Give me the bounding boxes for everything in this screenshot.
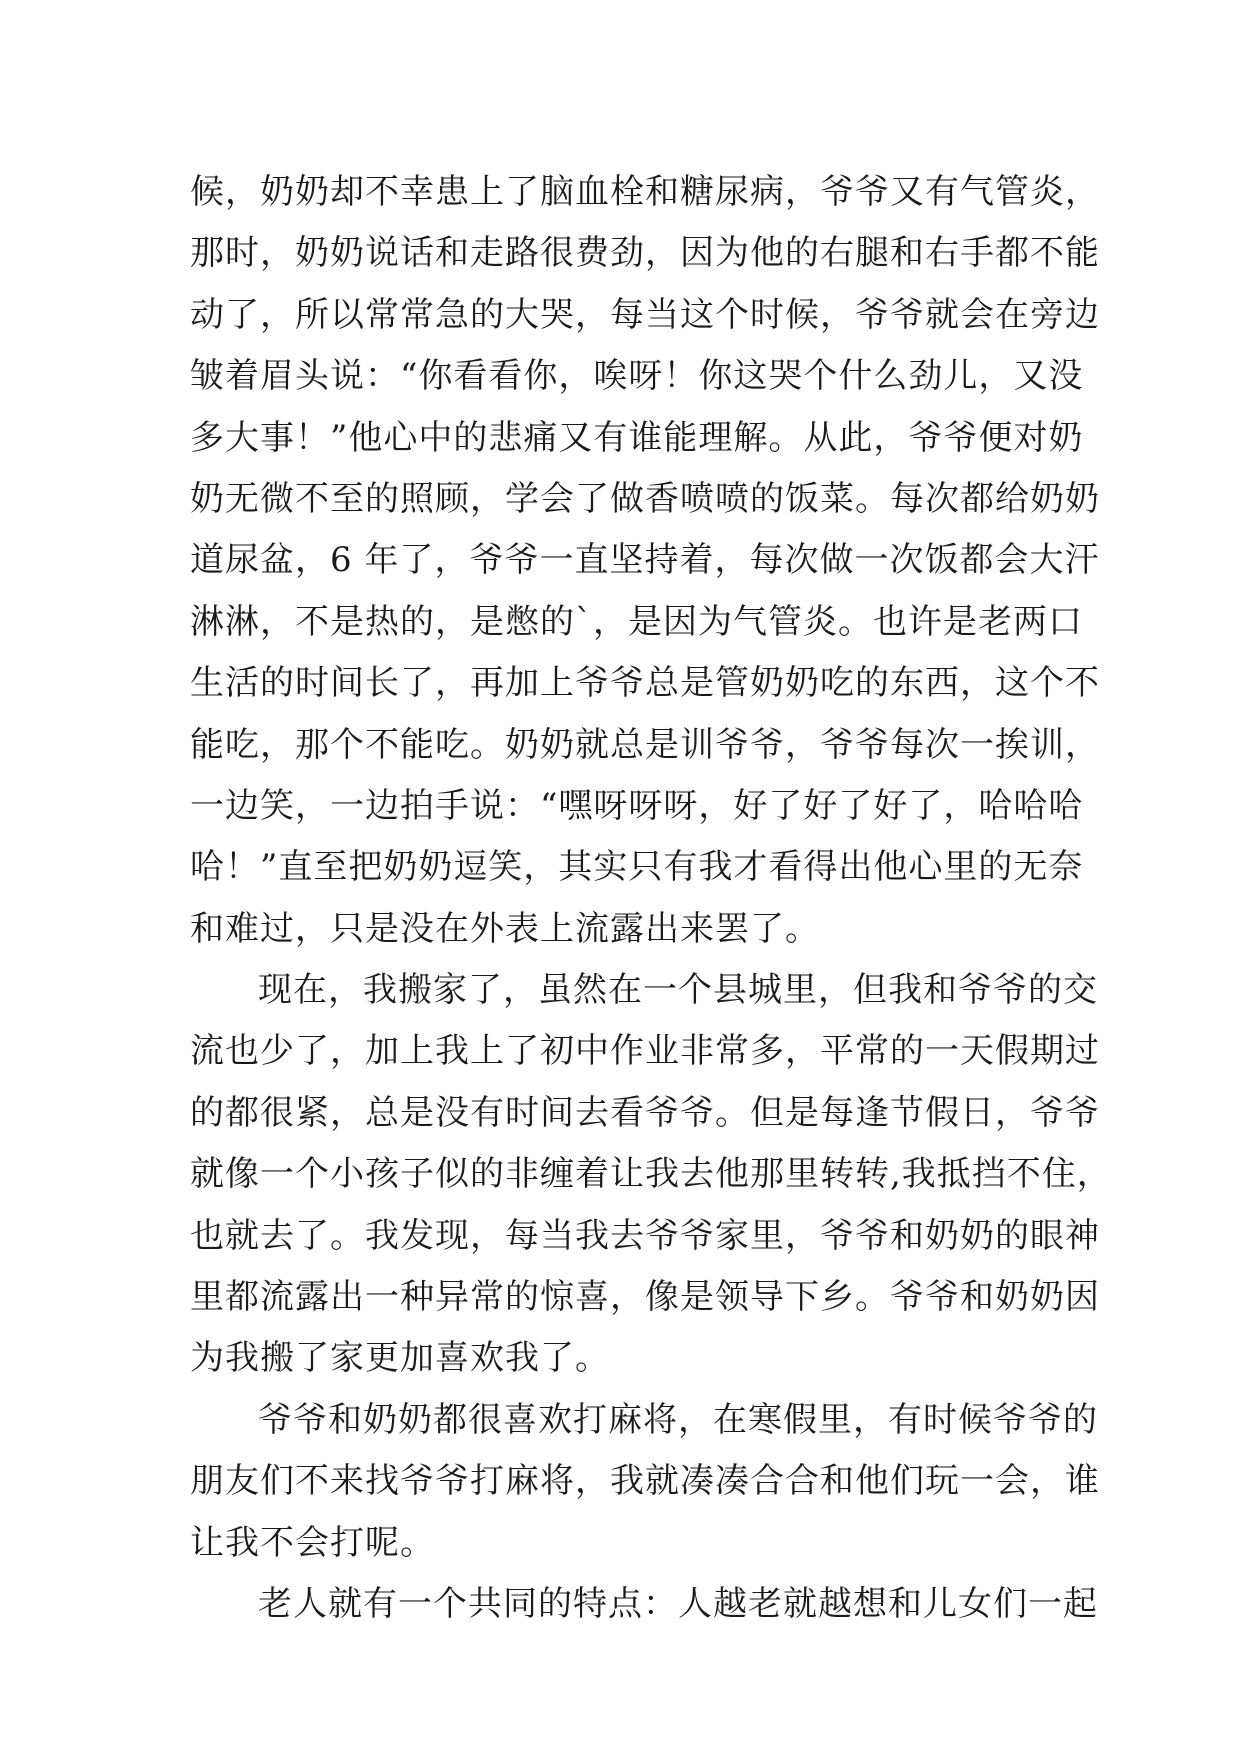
text-line: 和难过，只是没在外表上流露出来罢了。 [190, 908, 820, 949]
text-line: 一边笑，一边拍手说：“嘿呀呀呀，好了好了好了，哈哈哈 [190, 785, 1084, 826]
text-line: 也就去了。我发现，每当我去爷爷家里，爷爷和奶奶的眼神 [190, 1215, 1100, 1256]
text-line: 流也少了，加上我上了初中作业非常多，平常的一天假期过 [190, 1031, 1100, 1072]
text-line: 哈！”直至把奶奶逗笑，其实只有我才看得出他心里的无奈 [190, 847, 1084, 888]
text-line: 能吃，那个不能吃。奶奶就总是训爷爷，爷爷每次一挨训， [190, 724, 1100, 765]
body-text [190, 162, 1112, 1635]
paragraph-first-line: 爷爷和奶奶都很喜欢打麻将，在寒假里，有时候爷爷的 [258, 1399, 1098, 1440]
text-line: 的都很紧，总是没有时间去看爷爷。但是每逢节假日，爷爷 [190, 1092, 1100, 1133]
paragraph-first-line: 现在，我搬家了，虽然在一个县城里，但我和爷爷的交 [258, 970, 1098, 1011]
paragraph-first-line: 老人就有一个共同的特点：人越老就越想和儿女们一起 [258, 1583, 1098, 1624]
text-line: 让我不会打呢。 [190, 1522, 435, 1563]
text-line: 道尿盆，6 年了，爷爷一直坚持着，每次做一次饭都会大汗 [190, 540, 1100, 581]
text-line: 动了，所以常常急的大哭，每当这个时候，爷爷就会在旁边 [190, 294, 1100, 335]
text-line: 里都流露出一种异常的惊喜，像是领导下乡。爷爷和奶奶因 [190, 1277, 1100, 1318]
text-line: 淋淋，不是热的，是憋的`，是因为气管炎。也许是老两口 [190, 601, 1083, 642]
text-line: 候，奶奶却不幸患上了脑血栓和糖尿病，爷爷又有气管炎， [190, 172, 1100, 212]
text-line: 为我搬了家更加喜欢我了。 [190, 1338, 610, 1379]
text-line: 多大事！”他心中的悲痛又有谁能理解。从此，爷爷便对奶 [190, 417, 1084, 458]
text-line: 那时，奶奶说话和走路很费劲，因为他的右腿和右手都不能 [190, 233, 1100, 274]
text-line: 奶无微不至的照顾，学会了做香喷喷的饭菜。每次都给奶奶 [190, 478, 1100, 519]
text-line: 就像一个小孩子似的非缠着让我去他那里转转,我抵挡不住， [190, 1154, 1112, 1195]
text-line: 朋友们不来找爷爷打麻将，我就凑凑合合和他们玩一会，谁 [190, 1461, 1100, 1502]
text-line: 皱着眉头说：“你看看你，唉呀！你这哭个什么劲儿，又没 [190, 356, 1084, 397]
text-line: 生活的时间长了，再加上爷爷总是管奶奶吃的东西，这个不 [190, 663, 1100, 704]
